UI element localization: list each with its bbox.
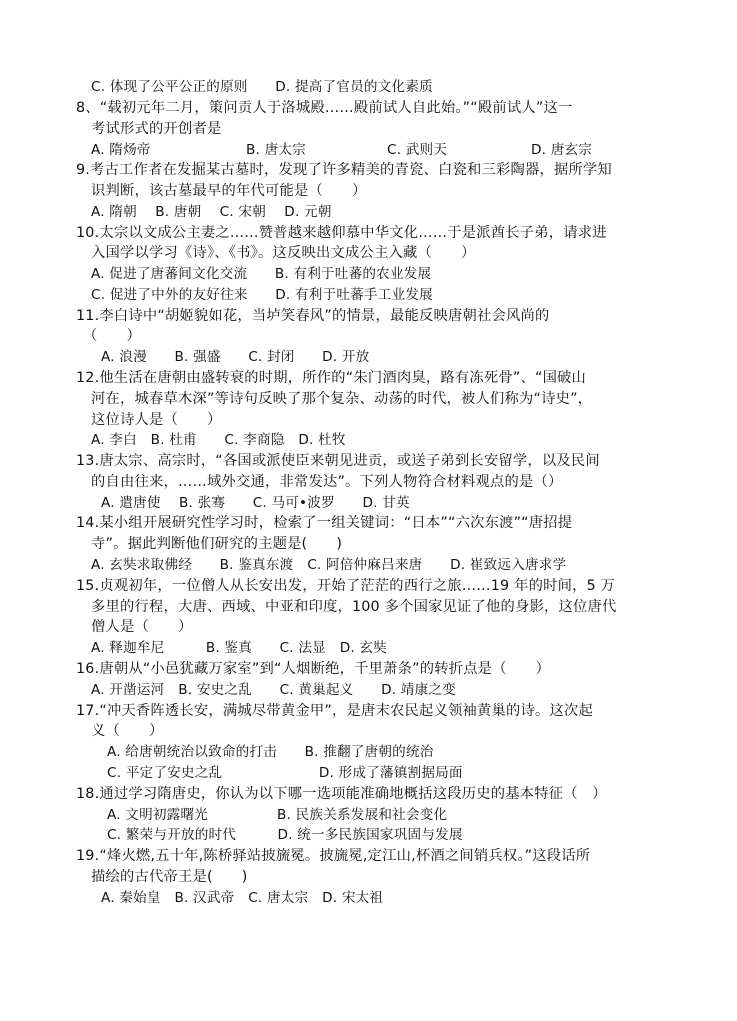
q15-options: A. 释迦牟尼 B. 鉴真 C. 法显 D. 玄奘	[91, 640, 388, 656]
q12-stem-line1: 12.他生活在唐朝由盛转衰的时期，所作的“朱门酒肉臭，路有冻死骨”、“国破山	[76, 370, 587, 386]
q8-option-c: C. 武则天	[387, 142, 448, 158]
q13-stem-line2: 的自由往来，……域外交通，非常发达”。下列人物符合材料观点的是（）	[91, 474, 563, 490]
q9-options: A. 隋朝 B. 唐朝 C. 宋朝 D. 元朝	[91, 204, 332, 220]
q18-stem: 18.通过学习隋唐史，你认为以下哪一选项能准确地概括这段历史的基本特征（ ）	[76, 786, 607, 802]
q17-stem-line2: 义（ ）	[91, 723, 164, 739]
q18-options-ab: A. 文明初露曙光 B. 民族关系发展和社会变化	[107, 807, 448, 823]
q12-stem-line2: 河在，城春草木深”等诗句反映了那个复杂、动荡的时代，被人们称为“诗史”，	[91, 391, 593, 407]
q15-stem-line1: 15.贞观初年，一位僧人从长安出发，开始了茫茫的西行之旅……19 年的时间，5 万	[76, 578, 616, 594]
q19-options: A. 秦始皇 B. 汉武帝 C. 唐太宗 D. 宋太祖	[101, 890, 384, 906]
q7-options-cd: C. 体现了公平公正的原则 D. 提高了官员的文化素质	[91, 79, 433, 95]
q10-options-ab: A. 促进了唐蕃间文化交流 B. 有利于吐蕃的农业发展	[91, 266, 432, 282]
q8-option-a: A. 隋炀帝	[91, 142, 151, 158]
q16-options: A. 开凿运河 B. 安史之乱 C. 黄巢起义 D. 靖康之变	[91, 682, 456, 698]
q19-stem-line2: 描绘的古代帝王是( )	[91, 869, 248, 885]
q12-stem-line3: 这位诗人是（ ）	[91, 412, 222, 428]
q16-stem: 16.唐朝从“小邑犹藏万家室”到“人烟断绝，千里萧条”的转折点是（ ）	[76, 661, 551, 677]
q9-stem-line2: 识判断，该古墓最早的年代可能是（ ）	[91, 183, 367, 199]
q17-options-cd: C. 平定了安史之乱 D. 形成了藩镇割据局面	[107, 765, 463, 781]
q17-options-ab: A. 给唐朝统治以致命的打击 B. 推翻了唐朝的统治	[107, 744, 434, 760]
q11-stem-line1: 11.李白诗中“胡姬貌如花，当垆笑春风”的情景，最能反映唐朝社会风尚的	[76, 308, 550, 324]
q11-stem-line2: （ ）	[83, 328, 141, 344]
q9-stem-line1: 9.考古工作者在发掘某古墓时，发现了许多精美的青瓷、白瓷和三彩陶器，据所学知	[76, 162, 612, 178]
q10-options-cd: C. 促进了中外的友好往来 D. 有利于吐蕃手工业发展	[91, 287, 433, 303]
q14-stem-line2: 寺”。据此判断他们研究的主题是( )	[91, 536, 343, 552]
q14-stem-line1: 14.某小组开展研究性学习时，检索了一组关键词：“日本”“六次东渡”“唐招提	[76, 515, 573, 531]
q10-stem-line1: 10.太宗以文成公主妻之……赞普越来越仰慕中华文化……于是派酋长子弟，请求进	[76, 225, 607, 241]
q17-stem-line1: 17.“冲天香阵透长安，满城尽带黄金甲”，是唐末农民起义领袖黄巢的诗。这次起	[76, 703, 593, 719]
q15-stem-line2: 多里的行程，大唐、西域、中亚和印度，100 多个国家见证了他的身影，这位唐代	[91, 599, 617, 615]
q13-stem-line1: 13.唐太宗、高宗时，“各国或派使臣来朝见进贡，或送子弟到长安留学，以及民间	[76, 453, 600, 469]
q12-options: A. 李白 B. 杜甫 C. 李商隐 D. 杜牧	[91, 432, 346, 448]
q8-option-d: D. 唐玄宗	[531, 142, 593, 158]
q14-options: A. 玄奘求取佛经 B. 鉴真东渡 C. 阿倍仲麻吕来唐 D. 崔致远入唐求学	[91, 557, 567, 573]
q13-options: A. 遣唐使 B. 张骞 C. 马可•波罗 D. 甘英	[101, 495, 410, 511]
q15-stem-line3: 僧人是（ ）	[91, 619, 193, 635]
q11-options: A. 浪漫 B. 强盛 C. 封闭 D. 开放	[101, 349, 370, 365]
q19-stem-line1: 19.“烽火燃,五十年,陈桥驿站披旒冕。披旒冕,定江山,杯酒之间销兵权。”这段话所	[76, 848, 591, 864]
q8-option-b: B. 唐太宗	[246, 142, 306, 158]
q10-stem-line2: 入国学以学习《诗》、《书》。这反映出文成公主入藏（ ）	[91, 245, 476, 261]
q8-stem-line2: 考试形式的开创者是	[91, 121, 222, 137]
q8-stem-line1: 8、“载初元年二月，策问贡人于洛城殿……殿前试人自此始。”“殿前试人”这一	[76, 100, 573, 116]
q18-options-cd: C. 繁荣与开放的时代 D. 统一多民族国家巩固与发展	[107, 827, 463, 843]
